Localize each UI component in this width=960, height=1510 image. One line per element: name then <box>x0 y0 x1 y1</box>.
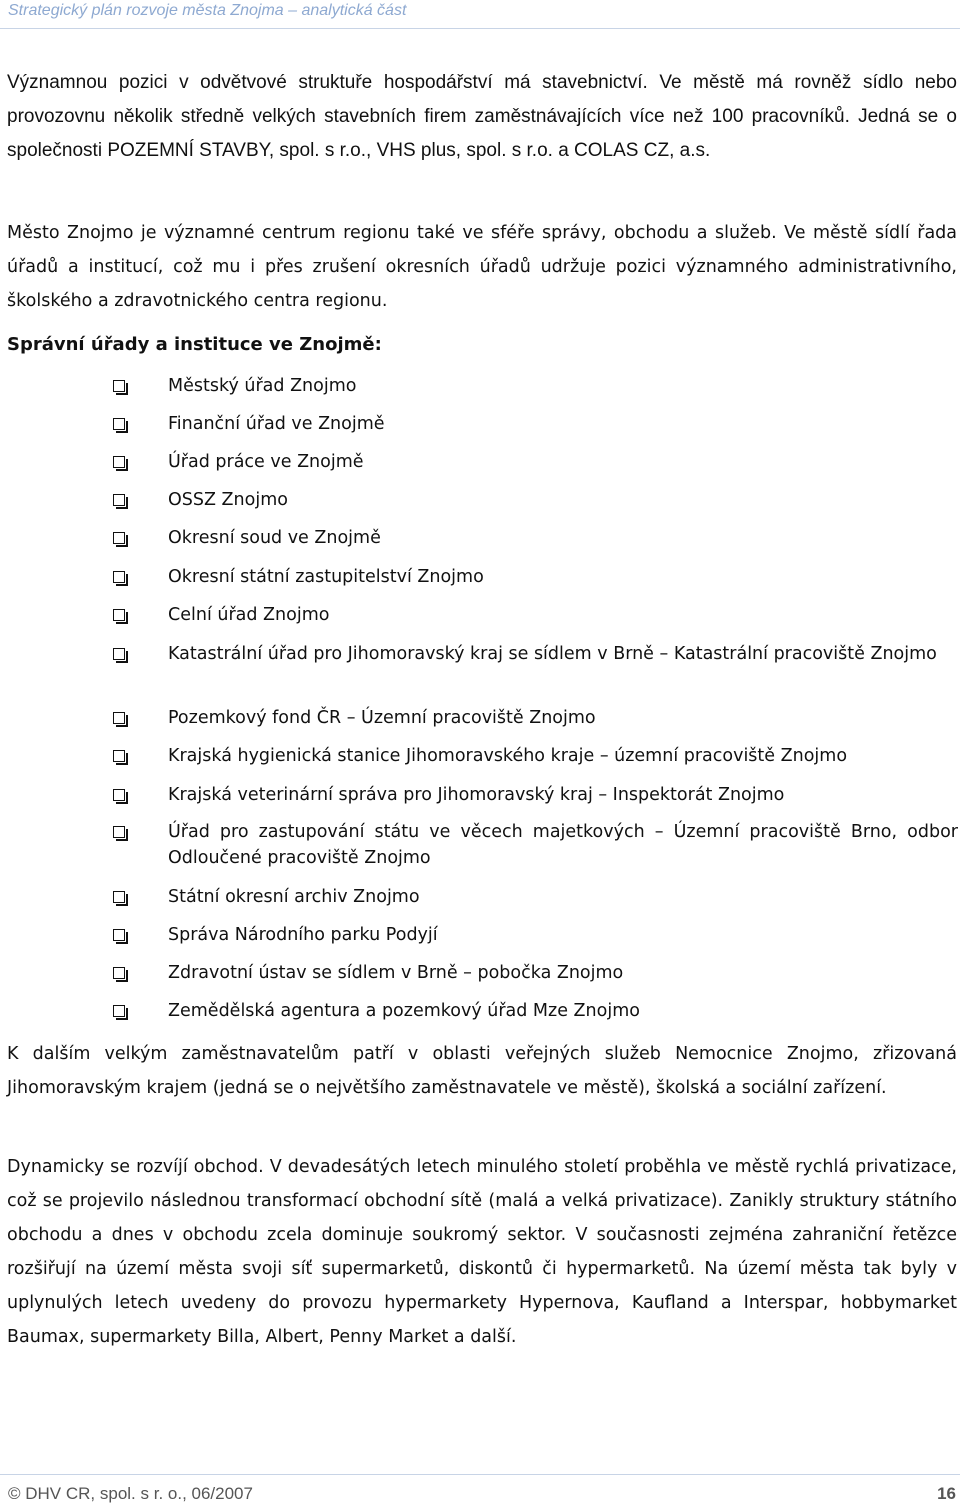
checkbox-bullet-icon <box>113 456 125 468</box>
checkbox-bullet-icon <box>113 1005 125 1017</box>
checkbox-bullet-icon <box>113 609 125 621</box>
checkbox-bullet-icon <box>113 418 125 430</box>
checkbox-bullet-icon <box>113 494 125 506</box>
paragraph-employers: K dalším velkým zaměstnavatelům patří v oblasti veřejných služeb Nemocnice Znojmo, zřizovaná Jihomoravským krajem (jedná se o největšího zaměstnavatele ve městě), školská a sociální zařízení. <box>7 1044 957 1098</box>
checkbox-bullet-icon <box>113 571 125 583</box>
checkbox-bullet-icon <box>113 648 125 660</box>
checkbox-bullet-icon <box>113 967 125 979</box>
paragraph-administration: Město Znojmo je významné centrum regionu také ve sféře správy, obchodu a služeb. Ve městě sídlí řada úřadů a institucí, což mu i přes zrušení okresních úřadů udržuje pozici významného administrativního, školského a zdravotnického centra regionu. <box>7 223 957 311</box>
checkbox-bullet-icon <box>113 789 125 801</box>
checkbox-bullet-icon <box>113 750 125 762</box>
paragraph-construction: Významnou pozici v odvětvové struktuře hospodářství má stavebnictví. Ve městě má rovněž sídlo nebo provozovnu několik středně velkých stavebních firem zaměstnávajících více než 100 pracovníků. Jedná se o společnosti POZEMNÍ STAVBY, spol. s r.o., VHS plus, spol. s r.o. a COLAS CZ, a.s. <box>7 72 957 161</box>
page-header-title: Strategický plán rozvoje města Znojma – analytická část <box>8 2 407 19</box>
checkbox-bullet-icon <box>113 380 125 392</box>
checkbox-bullet-icon <box>113 891 125 903</box>
checkbox-bullet-icon <box>113 929 125 941</box>
footer-divider <box>0 1474 960 1475</box>
checkbox-bullet-icon <box>113 712 125 724</box>
checkbox-bullet-icon <box>113 532 125 544</box>
footer-copyright: © DHV CR, spol. s r. o., 06/2007 <box>8 1484 253 1503</box>
institutions-heading: Správní úřady a instituce ve Znojmě: <box>7 334 382 355</box>
paragraph-commerce: Dynamicky se rozvíjí obchod. V devadesátých letech minulého století proběhla ve městě rychlá privatizace, což se projevilo následnou transformací obchodní sítě (malá a velká privatizace). Zanikly struktury státního obchodu a dnes v obchodu zcela dominuje soukromý sektor. V současnosti zejména zahraniční řetězce rozšiřují na území města svoji síť supermarketů, diskontů či hypermarketů. Na území města tak byly v uplynulých letech uvedeny do provozu hypermarkety Hypernova, Kaufland a Interspar, hobbymarket Baumax, supermarkety Billa, Albert, Penny Market a další. <box>7 1157 957 1347</box>
checkbox-bullet-icon <box>113 826 125 838</box>
page-number: 16 <box>937 1484 956 1503</box>
header-divider <box>0 28 960 29</box>
